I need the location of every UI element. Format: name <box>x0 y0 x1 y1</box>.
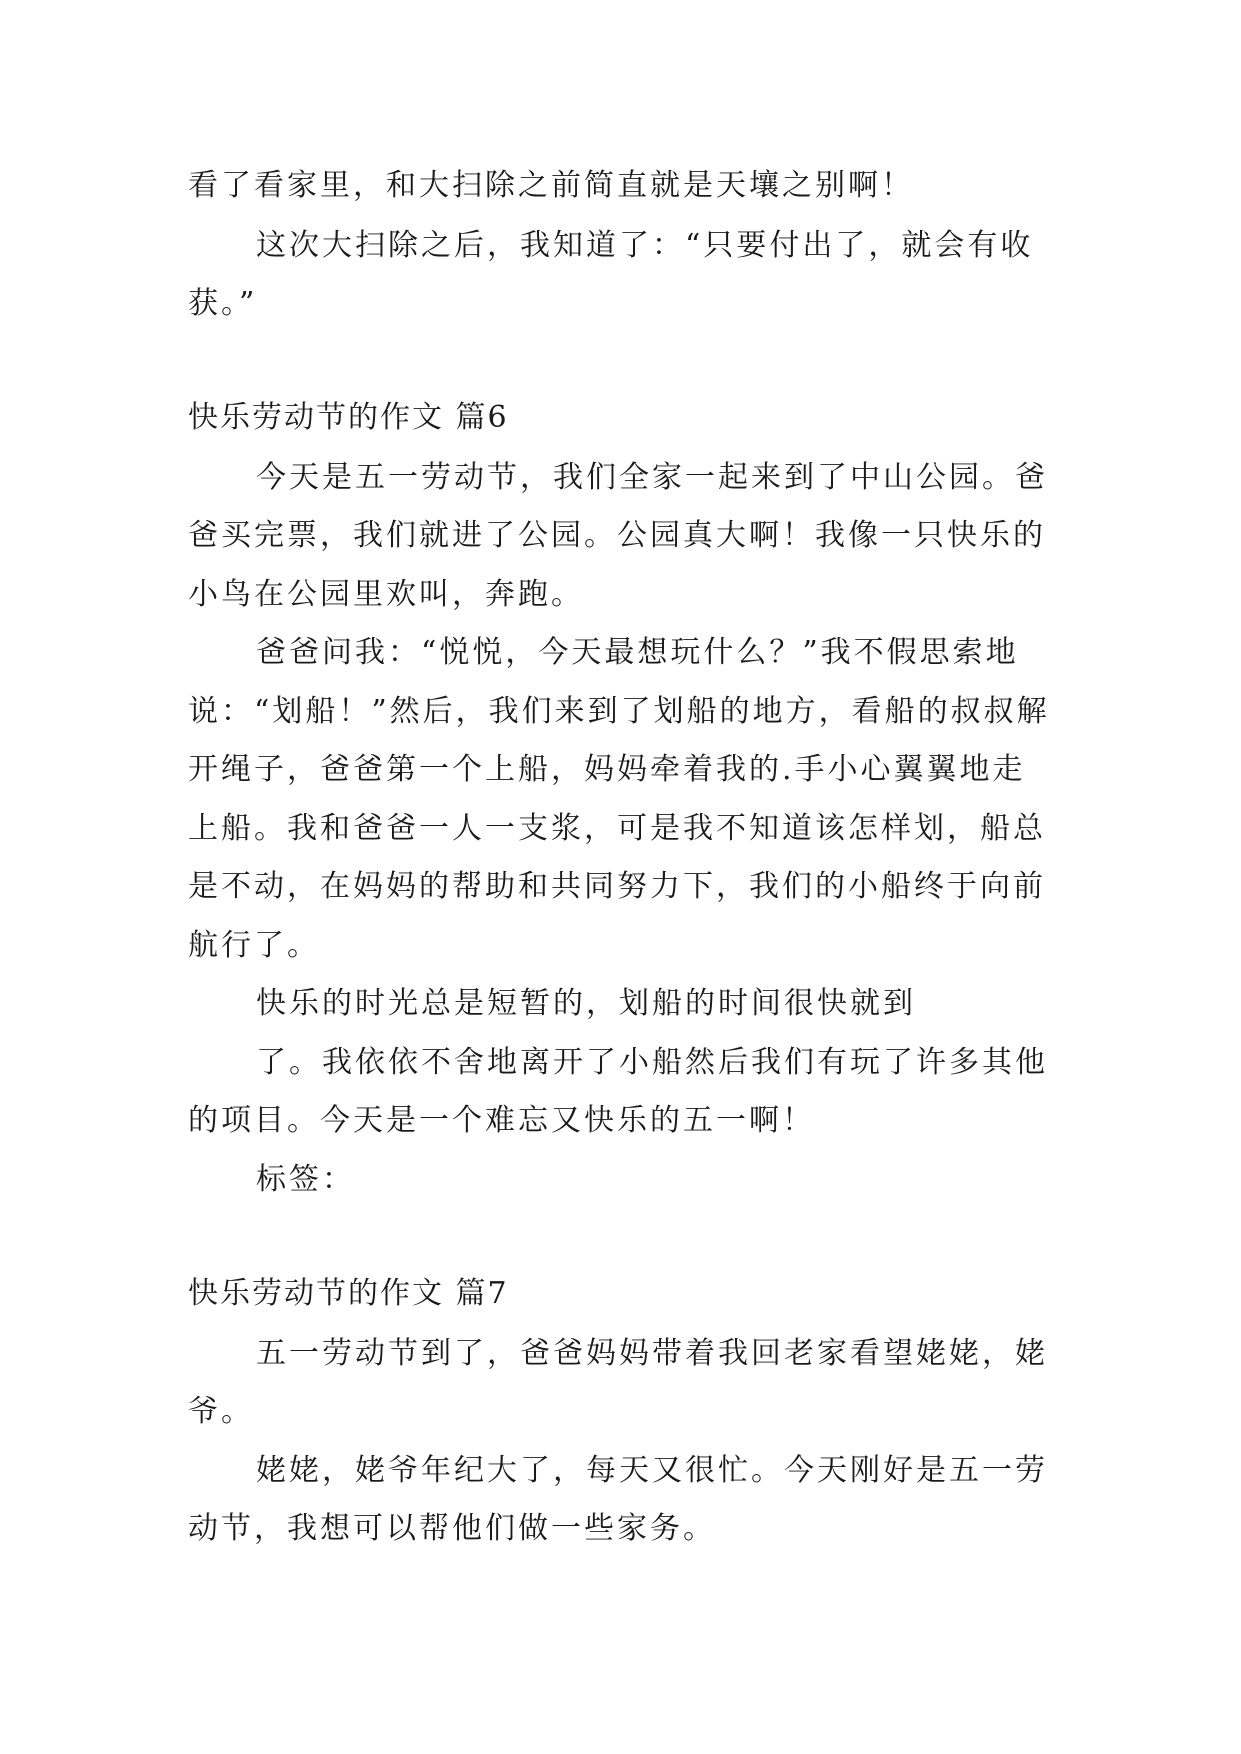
paragraph-line: 了。我依依不舍地离开了小船然后我们有玩了许多其他 <box>256 1045 1048 1080</box>
paragraph-line: 今天是五一劳动节，我们全家一起来到了中山公园。爸 <box>256 460 1048 495</box>
paragraph-line: 是不动，在妈妈的帮助和共同努力下，我们的小船终于向前 <box>188 869 1046 904</box>
paragraph-line: 爷。 <box>188 1394 254 1429</box>
paragraph-line: 快乐的时光总是短暂的，划船的时间很快就到 <box>256 986 916 1021</box>
paragraph-line: 获。” <box>188 286 258 321</box>
paragraph-line: 看了看家里，和大扫除之前简直就是天壤之别啊！ <box>188 168 914 203</box>
paragraph-line: 爸爸问我：“悦悦，今天最想玩什么？”我不假思索地 <box>256 635 1019 670</box>
tags-label: 标签： <box>256 1162 355 1197</box>
section-heading: 快乐劳动节的作文 篇6 <box>188 400 509 435</box>
paragraph-line: 小鸟在公园里欢叫，奔跑。 <box>188 577 584 612</box>
paragraph-line: 的项目。今天是一个难忘又快乐的五一啊！ <box>188 1103 815 1138</box>
paragraph-line: 说：“划船！”然后，我们来到了划船的地方，看船的叔叔解 <box>188 694 1050 729</box>
paragraph-line: 五一劳动节到了，爸爸妈妈带着我回老家看望姥姥，姥 <box>256 1336 1048 1371</box>
paragraph-line: 开绳子，爸爸第一个上船，妈妈牵着我的.手小心翼翼地走 <box>188 752 1026 787</box>
paragraph-line: 动节，我想可以帮他们做一些家务。 <box>188 1511 716 1546</box>
paragraph-line: 这次大扫除之后，我知道了：“只要付出了，就会有收 <box>256 228 1034 263</box>
paragraph-line: 姥姥，姥爷年纪大了，每天又很忙。今天刚好是五一劳 <box>256 1453 1048 1488</box>
paragraph-line: 上船。我和爸爸一人一支浆，可是我不知道该怎样划，船总 <box>188 811 1046 846</box>
section-heading: 快乐劳动节的作文 篇7 <box>188 1276 509 1311</box>
paragraph-line: 航行了。 <box>188 928 320 963</box>
paragraph-line: 爸买完票，我们就进了公园。公园真大啊！我像一只快乐的 <box>188 518 1046 553</box>
